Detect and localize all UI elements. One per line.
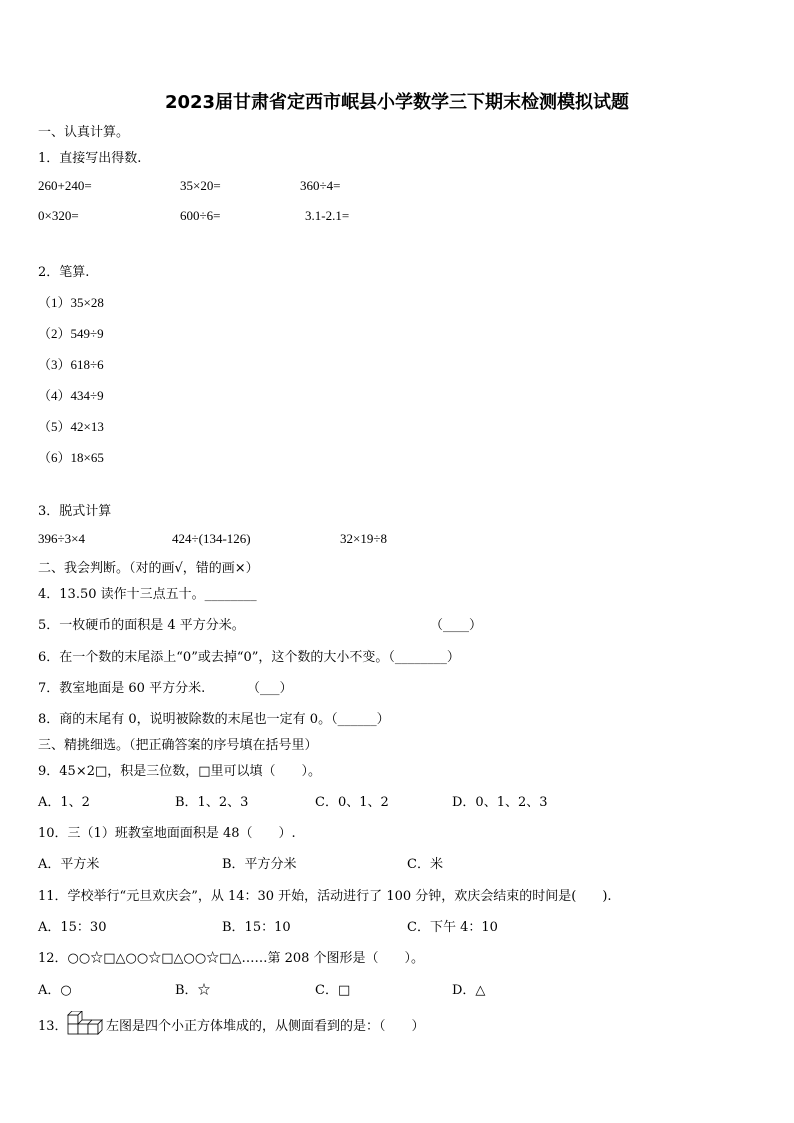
q3-item: 396÷3×4 (38, 531, 85, 546)
option-a: A．1、2 (38, 795, 90, 810)
option-c: C．下午 4：10 (407, 920, 498, 935)
q2-item: （1）35×28 (38, 295, 104, 310)
option-b: B．15：10 (222, 920, 291, 935)
option-d: D．0、1、2、3 (452, 795, 548, 810)
option-c: C．米 (407, 857, 443, 872)
question-2: 2．笔算. (38, 265, 90, 280)
q1-item: 3.1-2.1= (305, 208, 350, 223)
section-3-heading: 三、精挑细选。（把正确答案的序号填在括号里） (38, 738, 318, 753)
question-1: 1．直接写出得数. (38, 151, 142, 166)
option-c: C．□ (315, 983, 351, 998)
option-d: D．△ (452, 983, 486, 998)
question-13-number: 13． (38, 1019, 68, 1034)
question-4: 4．13.50 读作十三点五十。________ (38, 587, 257, 602)
answer-blank: （___） (247, 681, 293, 696)
question-13: 左图是四个小正方体堆成的，从侧面看到的是：（ ） (106, 1019, 425, 1034)
question-5: 5．一枚硬币的面积是 4 平方分米。 (38, 618, 245, 633)
q1-item: 0×320= (38, 208, 79, 223)
answer-blank: （____） (430, 618, 483, 633)
option-c: C．0、1、2 (315, 795, 389, 810)
q3-item: 424÷(134-126) (172, 531, 251, 546)
q2-item: （5）42×13 (38, 419, 104, 434)
question-9: 9．45×2□，积是三位数，□里可以填（ ）。 (38, 764, 322, 779)
question-12: 12．○○☆□△○○☆□△○○☆□△……第 208 个图形是（ ）。 (38, 951, 425, 966)
q2-item: （6）18×65 (38, 450, 104, 465)
question-6: 6．在一个数的末尾添上“0”或去掉“0”，这个数的大小不变。（________） (38, 650, 460, 665)
section-2-heading: 二、我会判断。（对的画√，错的画×） (38, 561, 259, 576)
option-b: B．平方分米 (222, 857, 297, 872)
option-b: B．☆ (175, 983, 211, 998)
section-1-heading: 一、认真计算。 (38, 125, 130, 140)
question-3: 3．脱式计算 (38, 504, 112, 519)
q1-item: 360÷4= (300, 178, 341, 193)
q2-item: （3）618÷6 (38, 357, 104, 372)
option-a: A．○ (38, 983, 72, 998)
q1-item: 600÷6= (180, 208, 221, 223)
question-10: 10．三（1）班教室地面面积是 48（ ）. (38, 826, 296, 841)
q3-item: 32×19÷8 (340, 531, 387, 546)
stacked-cubes-figure (66, 1011, 106, 1035)
q2-item: （4）434÷9 (38, 388, 104, 403)
q1-item: 35×20= (180, 178, 221, 193)
question-8: 8．商的末尾有 0，说明被除数的末尾也一定有 0。（______） (38, 712, 390, 727)
question-7: 7．教室地面是 60 平方分米. (38, 681, 206, 696)
option-a: A．平方米 (38, 857, 100, 872)
page-title: 2023届甘肃省定西市岷县小学数学三下期末检测模拟试题 (164, 92, 630, 113)
q1-item: 260+240= (38, 178, 92, 193)
option-b: B．1、2、3 (175, 795, 249, 810)
question-11: 11．学校举行“元旦欢庆会”，从 14：30 开始，活动进行了 100 分钟，欢庆会结束的时间是( ). (38, 889, 612, 904)
q2-item: （2）549÷9 (38, 326, 104, 341)
option-a: A．15：30 (38, 920, 107, 935)
